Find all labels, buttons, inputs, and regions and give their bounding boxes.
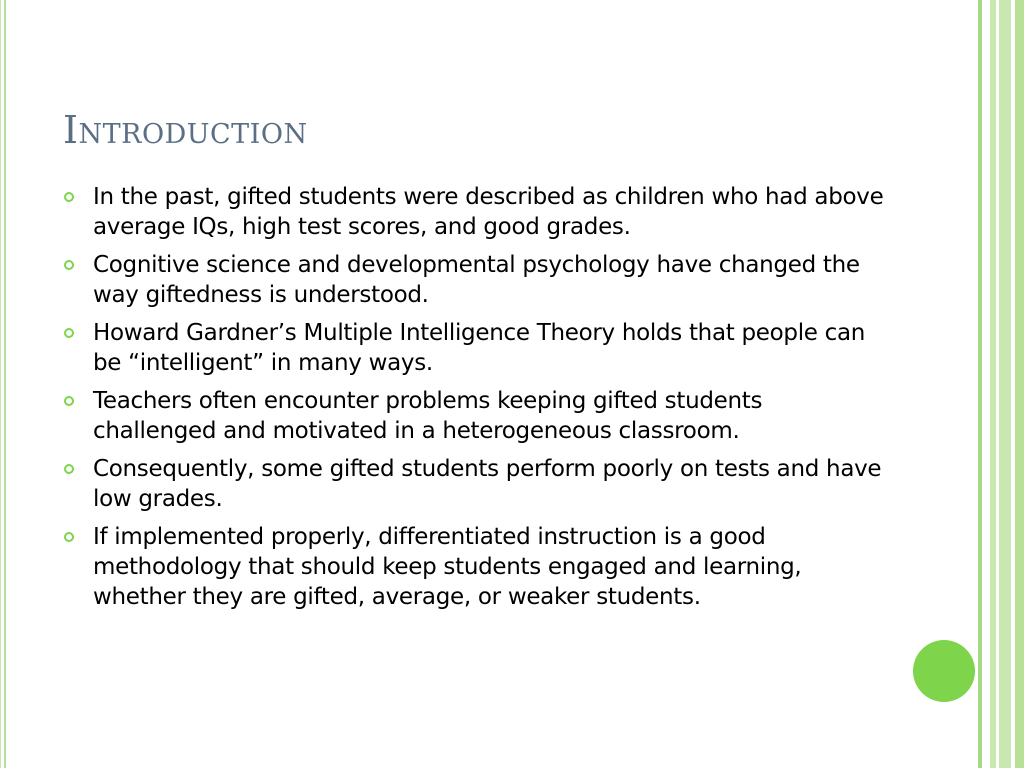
bullet-item: [62, 318, 892, 378]
circle-bullet-icon: [64, 464, 74, 474]
bullet-text: Cognitive science and developmental psychology have changed the way giftedness is understood.: [93, 252, 860, 308]
bullet-item: [62, 182, 892, 242]
bullet-list: [62, 182, 892, 620]
circle-bullet-icon: [64, 260, 74, 270]
bullet-text: If implemented properly, differentiated instruction is a good methodology that should keep students engaged and learning, whether they are gifted, average, or weaker students.: [93, 524, 802, 610]
bullet-text: Teachers often encounter problems keeping gifted students challenged and motivated in a heterogeneous classroom.: [93, 388, 763, 444]
bullet-item: [62, 454, 892, 514]
left-border-decoration: [0, 0, 6, 768]
bullet-item: [62, 522, 892, 612]
right-stripe-decoration: [1015, 0, 1024, 768]
slide-title: Introduction: [63, 108, 308, 152]
circle-bullet-icon: [64, 192, 74, 202]
right-stripe-decoration: [982, 0, 990, 768]
right-stripe-decoration: [999, 0, 1011, 768]
circle-bullet-icon: [64, 328, 74, 338]
bullet-item: [62, 386, 892, 446]
bullet-text: Consequently, some gifted students perform poorly on tests and have low grades.: [93, 456, 882, 512]
green-circle-decoration: [913, 640, 975, 702]
bullet-item: [62, 250, 892, 310]
bullet-text: Howard Gardner’s Multiple Intelligence Theory holds that people can be “intelligent” in many ways.: [93, 320, 866, 376]
circle-bullet-icon: [64, 396, 74, 406]
circle-bullet-icon: [64, 532, 74, 542]
bullet-text: In the past, gifted students were described as children who had above average IQs, high test scores, and good grades.: [93, 184, 884, 240]
